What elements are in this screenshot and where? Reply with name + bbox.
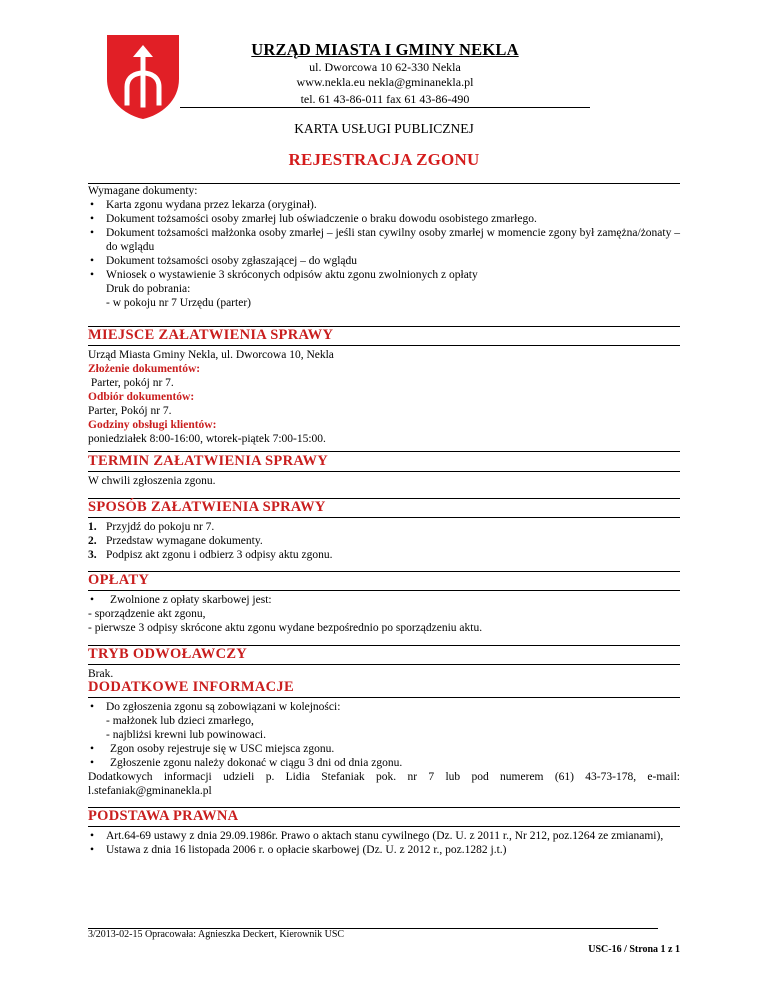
oplaty-line1: - sporządzenie akt zgonu,	[88, 608, 206, 620]
section-title: OPŁATY	[88, 572, 680, 591]
section-podstawa	[88, 808, 680, 857]
coat-of-arms-icon	[105, 33, 181, 121]
list-item: • Dokument tożsamości małżonka osoby zmarłej – jeśli stan cywilny osoby zmarłej w momencie zgony był zamężna/żonaty – do wglądu	[90, 227, 680, 253]
list-subitem: - małżonek lub dzieci zmarłego,	[106, 715, 254, 727]
list-item: • Zgon osoby rejestruje się w USC miejsca zgonu.	[90, 743, 335, 755]
section-sposob	[88, 499, 680, 562]
section-termin	[88, 453, 680, 488]
header-block	[180, 40, 590, 108]
pickup-value: Parter, Pokój nr 7.	[88, 405, 172, 417]
section-dodatkowe	[88, 679, 680, 798]
list-item: 3. Podpisz akt zgonu i odbierz 3 odpisy aktu zgonu.	[88, 549, 333, 561]
download-place: - w pokoju nr 7 Urzędu (parter)	[106, 297, 251, 309]
org-phones: tel. 61 43-86-011 fax 61 43-86-490	[180, 92, 590, 108]
section-title: PODSTAWA PRAWNA	[88, 808, 680, 827]
org-web-email: www.nekla.eu nekla@gminanekla.pl	[296, 75, 474, 89]
contact-info: Dodatkowych informacji udzieli p. Lidia Stefaniak pok. nr 7 lub pod numerem (61) 43-73-178, e-mail: l.stefaniak@gminanekla.pl	[88, 771, 680, 797]
list-subitem: - najbliżsi krewni lub powinowaci.	[106, 729, 267, 741]
list-item: • Karta zgonu wydana przez lekarza (oryginał).	[90, 199, 317, 211]
section-title: TERMIN ZAŁATWIENIA SPRAWY	[88, 453, 680, 472]
org-address: ul. Dworcowa 10 62-330 Nekla	[309, 60, 461, 74]
hours-label: Godziny obsługi klientów:	[88, 419, 217, 431]
footer-author: 3/2013-02-15 Opracowała: Agnieszka Deckert, Kierownik USC	[88, 929, 345, 940]
oplaty-line2: - pierwsze 3 odpisy skrócone aktu zgonu wydane bezpośrednio po sporządzeniu aktu.	[88, 622, 483, 634]
section-miejsce	[88, 327, 680, 446]
submit-value: Parter, pokój nr 7.	[88, 377, 174, 389]
card-label: KARTA USŁUGI PUBLICZNEJ	[294, 121, 474, 136]
list-item: • Dokument tożsamości osoby zmarłej lub oświadczenie o braku dowodu osobistego zmarłego.	[90, 213, 537, 225]
section-title: MIEJSCE ZAŁATWIENIA SPRAWY	[88, 327, 680, 346]
document-title: REJESTRACJA ZGONU	[288, 150, 480, 169]
footer-page-number: USC-16 / Strona 1 z 1	[588, 944, 680, 955]
org-name: URZĄD MIASTA I GMINY NEKLA	[251, 40, 519, 59]
divider	[88, 451, 680, 452]
hours-value: poniedziałek 8:00-16:00, wtorek-piątek 7:00-15:00.	[88, 433, 326, 445]
list-item: 1. Przyjdź do pokoju nr 7.	[88, 521, 215, 533]
pickup-label: Odbiór dokumentów:	[88, 391, 195, 403]
termin-text: W chwili zgłoszenia zgonu.	[88, 475, 216, 487]
list-item: • Dokument tożsamości osoby zgłaszającej – do wglądu	[90, 255, 358, 267]
list-item: • Art.64-69 ustawy z dnia 29.09.1986r. Prawo o aktach stanu cywilnego (Dz. U. z 2011 r., Nr 212, poz.1264 ze zmianami),	[90, 830, 664, 842]
list-item: • Ustawa z dnia 16 listopada 2006 r. o opłacie skarbowej (Dz. U. z 2012 r., poz.1282 j.t.)	[90, 844, 507, 856]
list-item: • Do zgłoszenia zgonu są zobowiązani w kolejności:	[90, 701, 341, 713]
tryb-text: Brak.	[88, 668, 114, 680]
section-title: TRYB ODWOŁAWCZY	[88, 646, 680, 665]
office-address: Urząd Miasta Gminy Nekla, ul. Dworcowa 10, Nekla	[88, 349, 334, 361]
section-tryb	[88, 646, 680, 681]
list-item: 2. Przedstaw wymagane dokumenty.	[88, 535, 263, 547]
list-item: • Zgłoszenie zgonu należy dokonać w ciągu 3 dni od dnia zgonu.	[90, 757, 403, 769]
download-label: Druk do pobrania:	[106, 283, 191, 295]
required-documents	[88, 184, 680, 310]
section-title: DODATKOWE INFORMACJE	[88, 679, 680, 698]
list-item: • Zwolnione z opłaty skarbowej jest:	[90, 594, 272, 606]
required-intro: Wymagane dokumenty:	[88, 185, 198, 197]
section-title: SPOSÓB ZAŁATWIENIA SPRAWY	[88, 499, 680, 518]
submit-label: Złożenie dokumentów:	[88, 363, 201, 375]
list-item: • Wniosek o wystawienie 3 skróconych odpisów aktu zgonu zwolnionych z opłaty	[90, 269, 478, 281]
section-oplaty	[88, 572, 680, 635]
